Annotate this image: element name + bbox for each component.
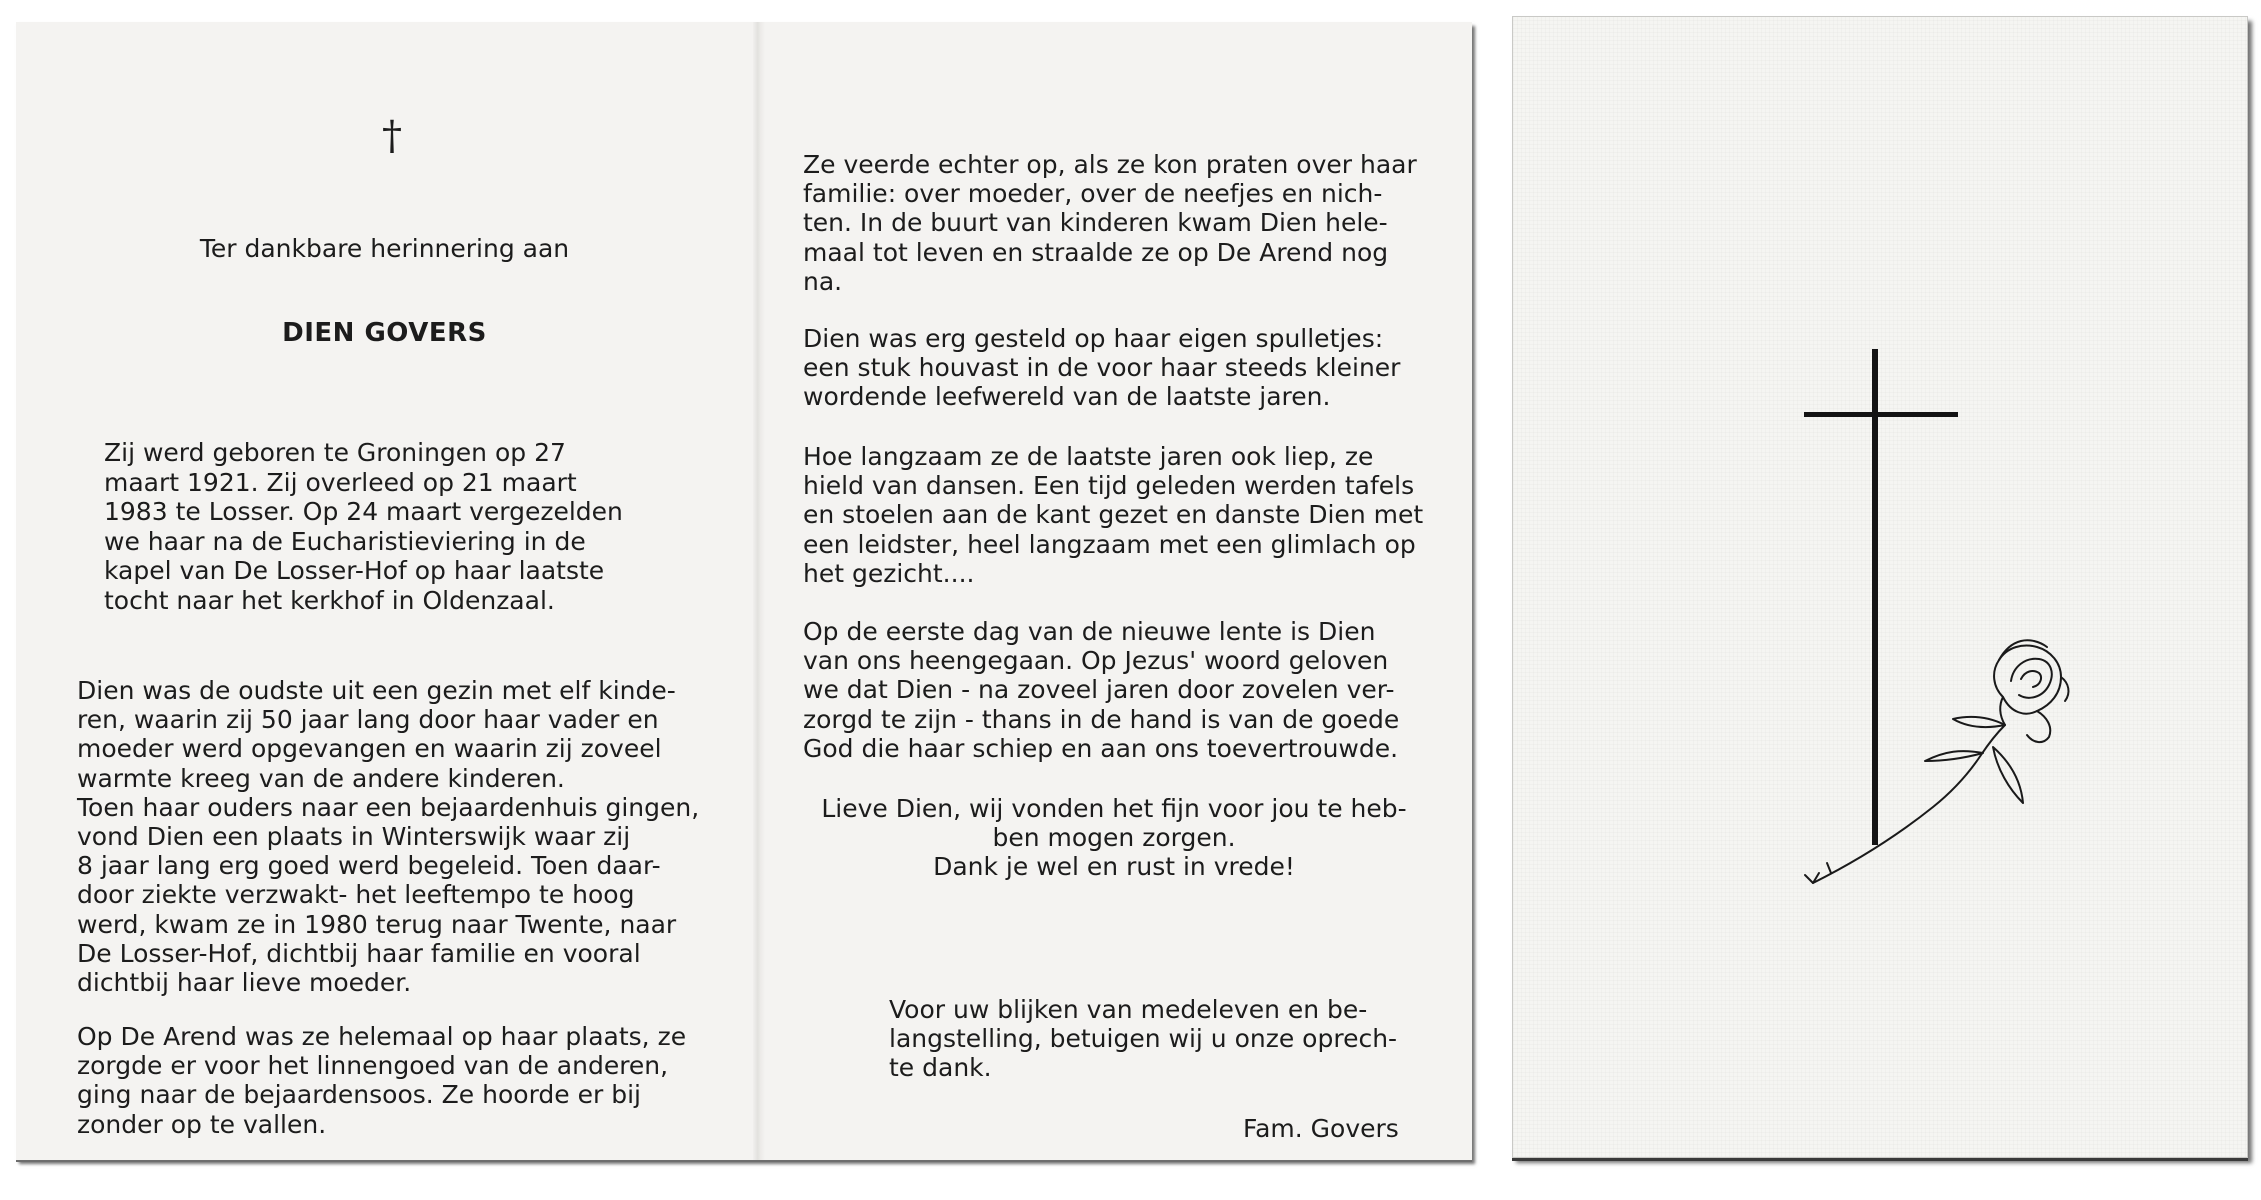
dedication-line: Ter dankbare herinnering aan [199,234,570,263]
rose-icon [1805,640,2068,883]
passing-paragraph: Op de eerste dag van de nieuwe lente is Dien van ons heengegaan. Op Jezus' woord geloven we dat Dien - na zoveel jaren door zovelen ver- zorgd te zijn - thans in de hand is van de goede God die haar schiep en aan ons toevertrouwde. [803,617,1400,763]
farewell-paragraph: Lieve Dien, wij vonden het fijn voor jou te heb- ben mogen zorgen. Dank je wel en rust in vrede! [821,794,1407,882]
card-fold-line [753,22,765,1160]
memorial-card-inner-spread [16,22,1472,1160]
inner-left-page [16,22,753,1160]
family-talk-paragraph: Ze veerde echter op, als ze kon praten over haar familie: over moeder, over de neefjes en nich- ten. In de buurt van kinderen kwam Dien hele- maal tot leven en straalde ze op De Arend nog na. [803,150,1417,296]
birth-death-paragraph: Zij werd geboren te Groningen op 27 maart 1921. Zij overleed op 21 maart 1983 te Losser. Op 24 maart vergezelden we haar na de Eucharistieviering in de kapel van De Losser-Hof op haar laatste tocht naar het kerkhof in Oldenzaal. [104,438,623,615]
memorial-card-cover [1512,16,2248,1158]
inner-right-page [765,22,1472,1160]
dancing-paragraph: Hoe langzaam ze de laatste jaren ook liep, ze hield van dansen. Een tijd geleden werden tafels en stoelen aan de kant gezet en danste Dien met een leidster, heel langzaam met een glimlach op het gezicht.... [803,442,1424,588]
small-cross-icon: † [382,113,402,159]
cross-with-rose-drawing [1513,17,2247,1157]
large-cross-icon [1804,349,1958,845]
family-signature: Fam. Govers [1243,1114,1399,1143]
thanks-paragraph: Voor uw blijken van medeleven en be- langstelling, betuigen wij u onze oprech- te dank. [889,995,1398,1083]
belongings-paragraph: Dien was erg gesteld op haar eigen spulletjes: een stuk houvast in de voor haar steeds kleiner wordende leefwereld van de laatste jaren. [803,324,1401,412]
family-life-paragraph: Dien was de oudste uit een gezin met elf kinde- ren, waarin zij 50 jaar lang door haar vader en moeder werd opgevangen en waarin zij zoveel warmte kreeg van de andere kinderen. Toen haar ouders naar een bejaardenhuis gingen, vond Dien een plaats in Winterswijk waar zij 8 jaar lang erg goed werd begeleid. Toen daar- door ziekte verzwakt- het leeftempo te hoog werd, kwam ze in 1980 terug naar Twente, naar De Losser-Hof, dichtbij haar familie en vooral dichtbij haar lieve moeder. [77,676,700,998]
deceased-name: DIEN GOVERS [282,318,487,348]
de-arend-paragraph: Op De Arend was ze helemaal op haar plaats, ze zorgde er voor het linnengoed van de anderen, ging naar de bejaardensoos. Ze hoorde er bij zonder op te vallen. [77,1022,687,1139]
